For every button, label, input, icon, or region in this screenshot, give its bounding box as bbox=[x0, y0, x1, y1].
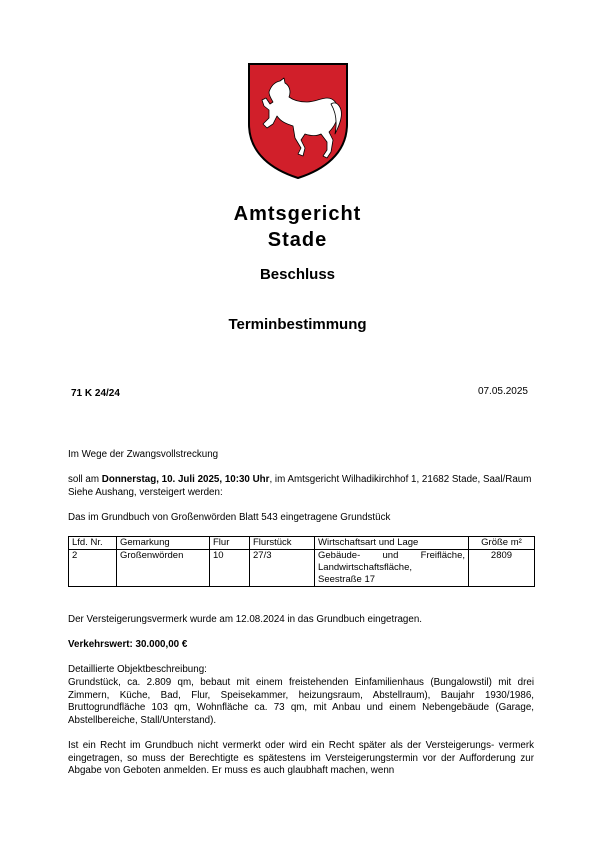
auction-date-time: Donnerstag, 10. Juli 2025, 10:30 Uhr bbox=[101, 474, 270, 485]
header-use: Wirtschaftsart und Lage bbox=[315, 537, 469, 550]
court-name: Amtsgericht bbox=[233, 203, 362, 225]
use-line-2: Landwirtschaftsfläche, bbox=[318, 562, 412, 573]
property-table bbox=[68, 536, 535, 587]
court-city: Stade bbox=[267, 229, 328, 251]
table-header-row bbox=[69, 537, 535, 550]
description-label: Detaillierte Objektbeschreibung: bbox=[68, 664, 207, 675]
use-line-3: Seestraße 17 bbox=[318, 574, 376, 585]
schedule-suffix: , im Amtsgericht Wilhadikirchhof 1, 21682 Stade, Saal/Raum Siehe Aushang, versteigert werden: bbox=[68, 474, 532, 498]
header-size: Größe m² bbox=[469, 537, 535, 550]
header-district: Gemarkung bbox=[117, 537, 210, 550]
use-line-1: Gebäude- und Freifläche, bbox=[318, 550, 465, 561]
rights-notice: Ist ein Recht im Grundbuch nicht vermerkt oder wird ein Recht später als der Versteigerungs- vermerk eingetragen, so muss der Berechtigte es spätestens im Versteigerungstermin vor der Aufforderung zur Abgabe von Geboten anmelden. Er muss es auch glaubhaft machen, wenn bbox=[68, 740, 534, 777]
register-note: Der Versteigerungsvermerk wurde am 12.08.2024 in das Grundbuch eingetragen. bbox=[68, 614, 422, 625]
header-field: Flur bbox=[210, 537, 250, 550]
intro-text: Im Wege der Zwangsvollstreckung bbox=[68, 449, 219, 460]
table-row bbox=[69, 550, 535, 587]
document-type: Beschluss bbox=[259, 266, 336, 283]
lower-saxony-horse-crest-icon bbox=[247, 62, 349, 180]
cell-field: 10 bbox=[210, 550, 250, 587]
market-value: Verkehrswert: 30.000,00 € bbox=[68, 639, 188, 650]
cell-size: 2809 bbox=[469, 550, 535, 587]
document-subject: Terminbestimmung bbox=[228, 316, 367, 333]
land-register-intro: Das im Grundbuch von Großenwörden Blatt 543 eingetragene Grundstück bbox=[68, 512, 391, 523]
auction-schedule bbox=[68, 474, 534, 499]
header-parcel: Flurstück bbox=[250, 537, 315, 550]
document-date: 07.05.2025 bbox=[477, 386, 528, 397]
cell-use bbox=[315, 550, 469, 587]
case-number: 71 K 24/24 bbox=[71, 388, 120, 399]
header-no: Lfd. Nr. bbox=[69, 537, 117, 550]
property-description: Grundstück, ca. 2.809 qm, bebaut mit einem freistehenden Einfamilienhaus (Bungalowstil) mit drei Zimmern, Küche, Bad, Flur, Speisekammer, heizungsraum, Abstellraum), Baujahr 1930/1986, Bruttogrundfläche 103 qm, Wohnfläche ca. 73 qm, mit Anbau und einem Nebengebäude (Garage, Abstellbereiche, Stall/Unterstand). bbox=[68, 677, 534, 726]
cell-district: Großenwörden bbox=[117, 550, 210, 587]
cell-no: 2 bbox=[69, 550, 117, 587]
cell-parcel: 27/3 bbox=[250, 550, 315, 587]
schedule-prefix: soll am bbox=[68, 474, 102, 485]
